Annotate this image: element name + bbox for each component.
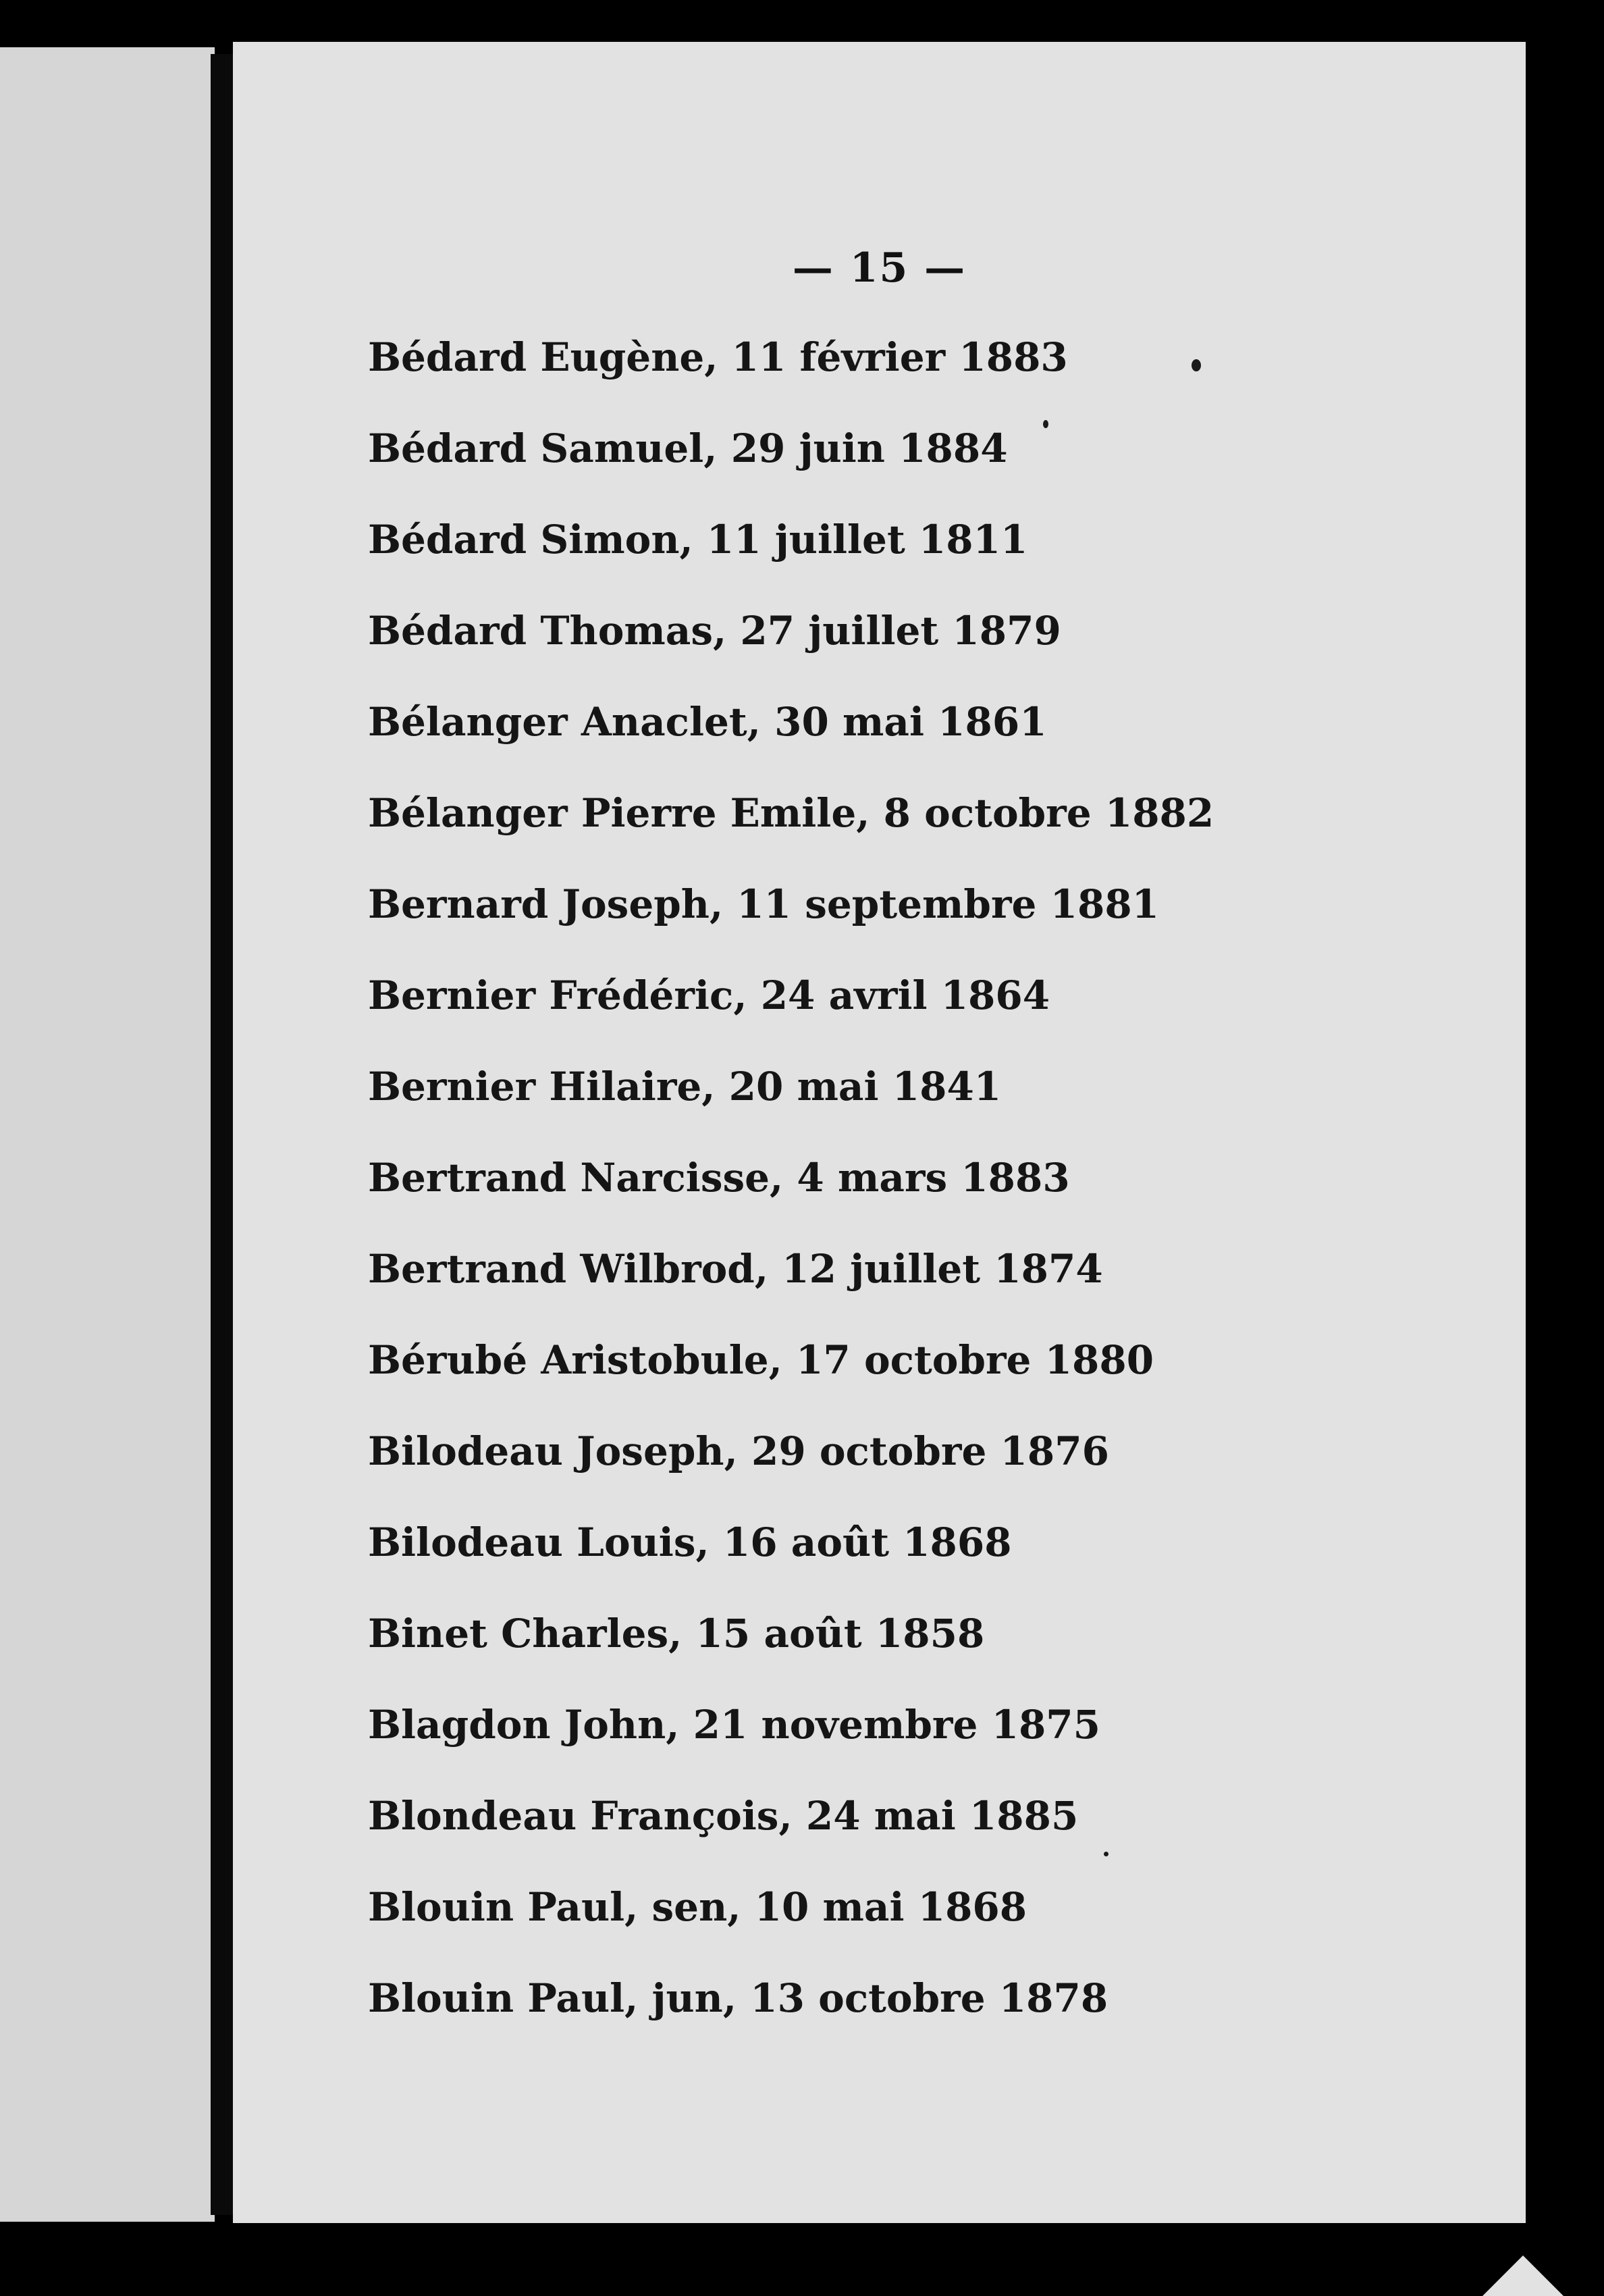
list-item: Bélanger Pierre Emile, 8 octobre 1882 — [368, 790, 1214, 836]
list-item: Bérubé Aristobule, 17 octobre 1880 — [368, 1337, 1154, 1383]
list-item: Bilodeau Joseph, 29 octobre 1876 — [368, 1428, 1109, 1474]
binding-edge — [211, 54, 234, 2215]
list-item: Bélanger Anaclet, 30 mai 1861 — [368, 699, 1047, 745]
list-item: Bertrand Narcisse, 4 mars 1883 — [368, 1155, 1070, 1201]
list-item: Blouin Paul, jun, 13 octobre 1878 — [368, 1975, 1108, 2021]
list-item: Binet Charles, 15 août 1858 — [368, 1611, 985, 1656]
list-item: Bédard Simon, 11 juillet 1811 — [368, 517, 1028, 563]
list-item: Bertrand Wilbrod, 12 juillet 1874 — [368, 1246, 1103, 1292]
list-item: Blouin Paul, sen, 10 mai 1868 — [368, 1884, 1027, 1930]
entry-list — [368, 312, 1381, 2044]
page-number: — 15 — — [792, 244, 967, 292]
document-page — [233, 42, 1526, 2223]
list-item: Bernard Joseph, 11 septembre 1881 — [368, 881, 1160, 927]
list-item: Bédard Samuel, 29 juin 1884 — [368, 425, 1008, 471]
facing-page-strip — [0, 47, 215, 2222]
list-item: Blondeau François, 24 mai 1885 — [368, 1793, 1079, 1839]
list-item: Bernier Hilaire, 20 mai 1841 — [368, 1064, 1002, 1110]
list-item: Blagdon John, 21 novembre 1875 — [368, 1702, 1101, 1748]
ink-speck — [1192, 359, 1201, 371]
list-item: Bédard Thomas, 27 juillet 1879 — [368, 608, 1061, 654]
ink-speck — [1104, 1852, 1108, 1856]
list-item: Bernier Frédéric, 24 avril 1864 — [368, 972, 1050, 1018]
scan-corner-mark — [1482, 2255, 1563, 2296]
list-item: Bilodeau Louis, 16 août 1868 — [368, 1519, 1012, 1565]
list-item: Bédard Eugène, 11 février 1883 — [368, 334, 1068, 380]
ink-speck — [1043, 420, 1048, 428]
